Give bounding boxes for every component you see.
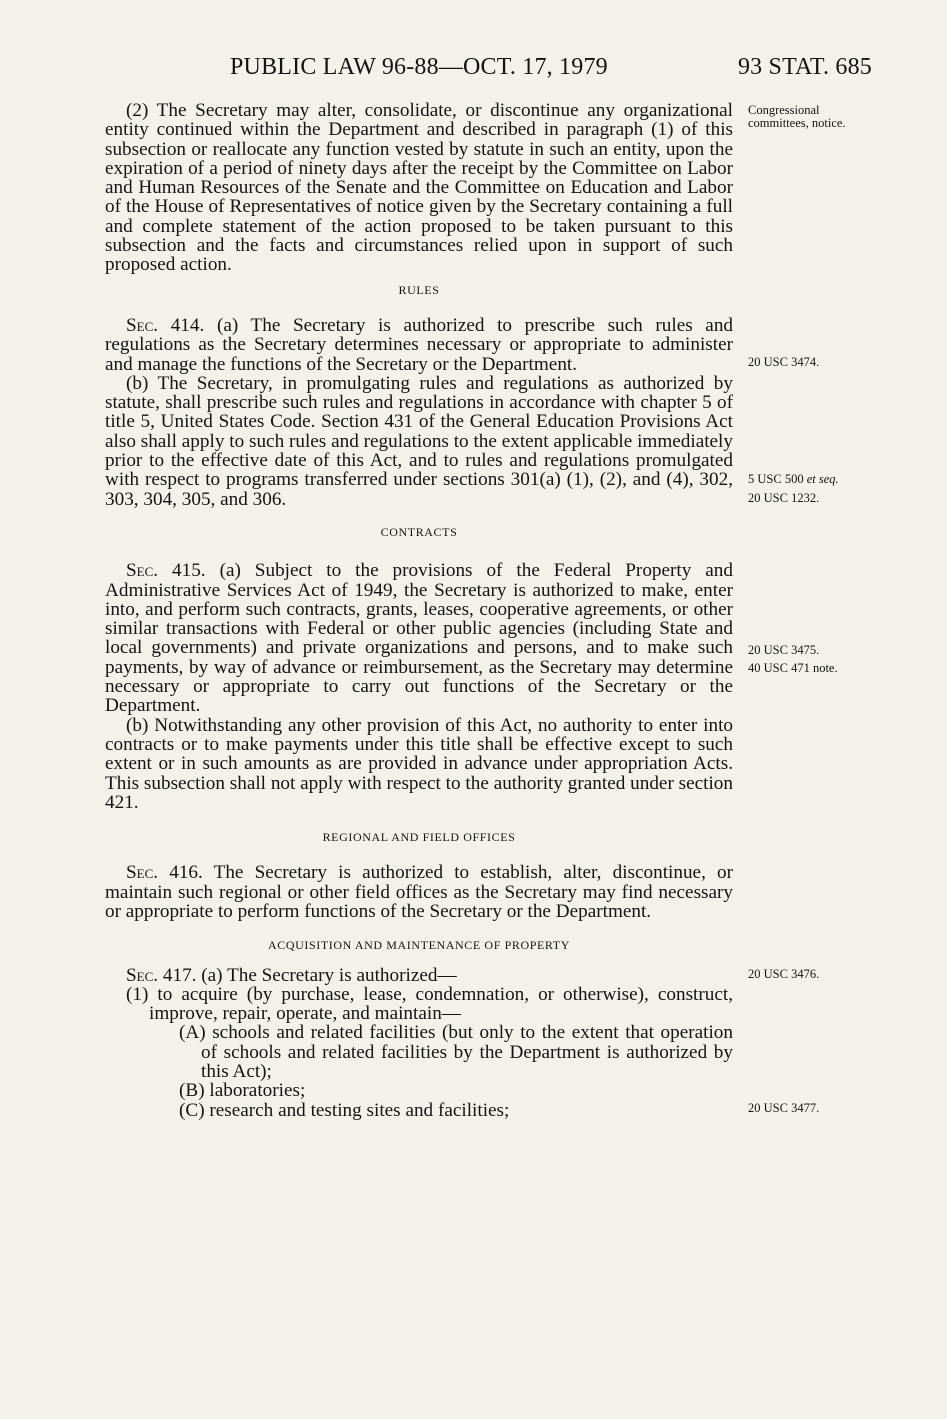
section-label: Sec. 414. <box>126 314 205 336</box>
item-B: (B) laboratories; <box>179 1080 306 1102</box>
sidenote-20usc3477: 20 USC 3477. <box>748 1101 820 1115</box>
paragraph-subsection-2: (2) The Secretary may alter, consolidate, or discontinue any organizational entity continued within the Department and described in paragraph (1) of this subsection or reallocate any function vested by statute in such an entity, upon the expiration of a period of ninety days after the receipt by the Committee on Labor and Human Resources of the Senate and the Committee on Education and Labor of the House of Representatives of notice given by the Secretary containing a full and complete statement of the action proposed to be taken pursuant to this subsection and the facts and circumstances relied upon in support of such proposed action. <box>105 100 733 276</box>
sidenote-20usc3476: 20 USC 3476. <box>748 967 820 981</box>
heading-regional-offices: REGIONAL AND FIELD OFFICES <box>322 830 516 845</box>
section-414a <box>105 316 733 374</box>
header-title: PUBLIC LAW 96-88—OCT. 17, 1979 <box>230 54 608 80</box>
section-label: Sec. 415. <box>126 560 206 582</box>
header-page-number: 93 STAT. 685 <box>737 54 872 80</box>
section-text: (a) Subject to the provisions of the Federal Property and Administrative Services Act of 1949, the Secretary is authorized to make, enter into, and perform such contracts, grants, leases, cooperative agreements, or other similar transactions with Federal or other public agencies (including State and local governments) and private organizations and persons, and to make such payments, by way of advance or reimbursement, as the Secretary may determine necessary or appropriate to carry out functions of the Secretary or the Department. <box>105 560 733 717</box>
section-text: (a) The Secretary is authorized to prescribe such rules and regulations as the Secretary determines necessary or appropriate to administer and manage the functions of the Secretary or the Department. <box>105 314 734 375</box>
sidenote-20usc3475: 20 USC 3475. <box>748 643 820 657</box>
section-label: Sec. 417. <box>126 964 197 986</box>
section-414b: (b) The Secretary, in promulgating rules and regulations as authorized by statute, shall prescribe such rules and regulations in accordance with chapter 5 of title 5, United States Code. Section 431 of the General Education Provisions Act also shall apply to such rules and regulations to the extent applicable immediately prior to the effective date of this Act, and to rules and regulations promulgated with respect to programs transferred under sections 301(a) (1), (2), and (4), 302, 303, 304, 305, and 306. <box>105 372 733 510</box>
sidenote-5usc500 <box>748 473 938 486</box>
section-415b: (b) Notwithstanding any other provision of this Act, no authority to enter into contracts or to make payments under this title shall be effective except to such extent or in such amounts as are provided in advance under appropriation Acts. This subsection shall not apply with respect to the authority granted under section 421. <box>105 714 733 813</box>
section-417a <box>105 966 733 985</box>
sidenote-20usc3474: 20 USC 3474. <box>748 355 820 369</box>
item-A: (A) schools and related facilities (but only to the extent that operation of schools and related facilities by the Department is authorized by this Act); <box>179 1022 733 1083</box>
section-415a <box>105 561 733 715</box>
citation-suffix: et seq. <box>806 472 839 486</box>
heading-contracts: CONTRACTS <box>380 524 458 539</box>
heading-rules: RULES <box>398 282 440 297</box>
item-1: (1) to acquire (by purchase, lease, condemnation, or otherwise), construct, improve, repair, operate, and maintain— <box>126 983 733 1025</box>
section-text: (a) The Secretary is authorized— <box>201 964 457 986</box>
main-text <box>105 101 733 1120</box>
section-text: The Secretary is authorized to establish, alter, discontinue, or maintain such regional or other field offices as the Secretary may find necessary or appropriate to perform functions of the Secretary or the Department. <box>105 862 733 922</box>
heading-acquisition: ACQUISITION AND MAINTENANCE OF PROPERTY <box>267 938 571 953</box>
section-label: Sec. 416. <box>126 862 203 884</box>
sidenote-20usc1232: 20 USC 1232. <box>748 491 820 505</box>
sidenote-congressional: Congressional committees, notice. <box>748 103 846 130</box>
sidenote-40usc471: 40 USC 471 note. <box>748 661 838 675</box>
citation: 5 USC 500 <box>748 472 804 486</box>
item-C: (C) research and testing sites and facilities; <box>179 1099 510 1121</box>
section-416 <box>105 863 733 921</box>
